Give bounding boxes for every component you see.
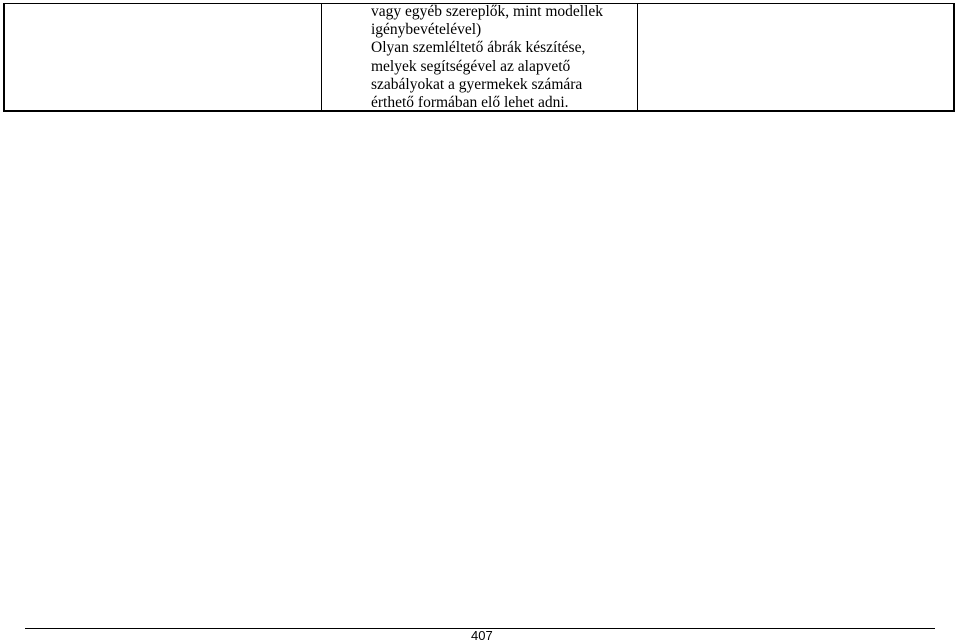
page-number: 407 xyxy=(471,628,493,643)
column-divider-left xyxy=(321,4,322,110)
cell-line: Olyan szemléltető ábrák készítése, xyxy=(371,39,586,57)
cell-line: érthető formában elő lehet adni. xyxy=(371,94,569,112)
cell-line: vagy egyéb szereplők, mint modellek xyxy=(371,3,604,20)
cell-line: igénybevételével) xyxy=(371,21,482,39)
cell-line: szabályokat a gyermekek számára xyxy=(371,75,583,93)
table-cell-middle xyxy=(371,3,641,112)
cell-line: melyek segítségével az alapvető xyxy=(371,57,571,75)
